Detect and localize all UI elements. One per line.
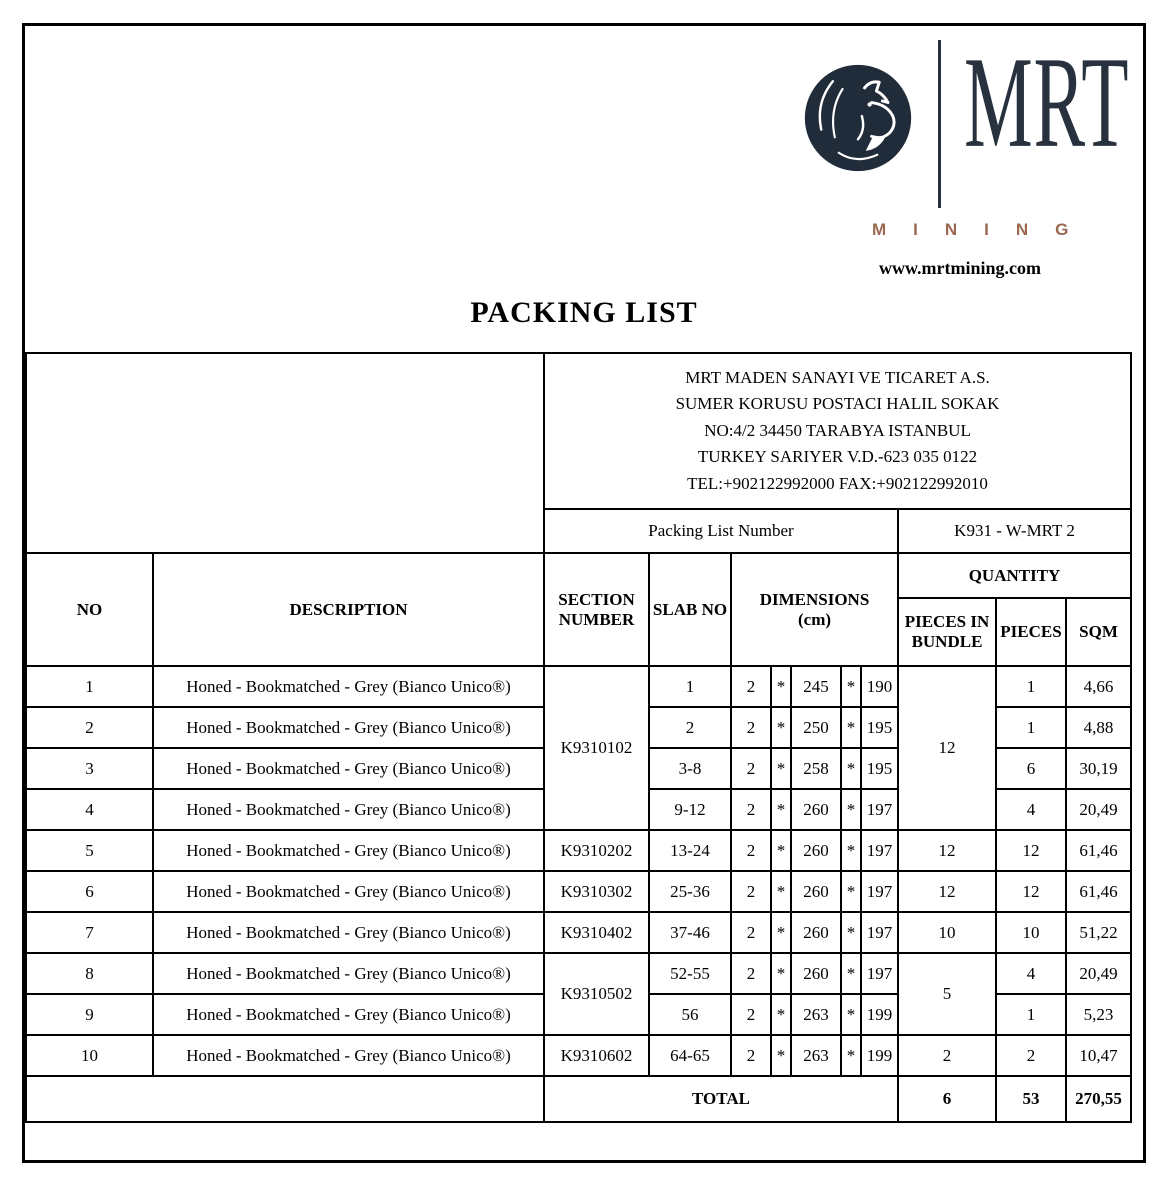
col-header-description: DESCRIPTION <box>153 553 544 666</box>
total-spacer <box>26 1076 544 1122</box>
website-url: www.mrtmining.com <box>879 258 1041 278</box>
cell-dim-length: 260 <box>791 830 841 871</box>
brand-subtitle: MINING <box>872 220 1096 239</box>
cell-dim-height: 199 <box>861 994 898 1035</box>
table-row <box>26 1035 1131 1076</box>
cell-sqm: 10,47 <box>1066 1035 1131 1076</box>
cell-no: 3 <box>26 748 153 789</box>
cell-dim-sep: * <box>841 1035 861 1076</box>
cell-description: Honed - Bookmatched - Grey (Bianco Unico®) <box>153 666 544 707</box>
cell-dim-length: 245 <box>791 666 841 707</box>
cell-pieces: 2 <box>996 1035 1066 1076</box>
cell-description: Honed - Bookmatched - Grey (Bianco Unico®) <box>153 953 544 994</box>
cell-description: Honed - Bookmatched - Grey (Bianco Unico®) <box>153 789 544 830</box>
cell-dim-thickness: 2 <box>731 1035 771 1076</box>
cell-dim-sep: * <box>771 1035 791 1076</box>
cell-description: Honed - Bookmatched - Grey (Bianco Unico®) <box>153 994 544 1035</box>
cell-sqm: 30,19 <box>1066 748 1131 789</box>
cell-dim-sep: * <box>841 953 861 994</box>
cell-pieces-in-bundle: 5 <box>898 953 996 1035</box>
cell-description: Honed - Bookmatched - Grey (Bianco Unico®) <box>153 912 544 953</box>
cell-slab-no: 13-24 <box>649 830 731 871</box>
company-line: SUMER KORUSU POSTACI HALIL SOKAK <box>675 394 1000 414</box>
cell-no: 4 <box>26 789 153 830</box>
cell-pieces-in-bundle: 12 <box>898 830 996 871</box>
col-header-section-number: SECTION NUMBER <box>544 553 649 666</box>
cell-section-number: K9310602 <box>544 1035 649 1076</box>
cell-sqm: 20,49 <box>1066 953 1131 994</box>
cell-dim-thickness: 2 <box>731 994 771 1035</box>
cell-no: 6 <box>26 871 153 912</box>
cell-dim-height: 197 <box>861 912 898 953</box>
cell-slab-no: 1 <box>649 666 731 707</box>
cell-dim-length: 263 <box>791 994 841 1035</box>
cell-dim-sep: * <box>771 748 791 789</box>
cell-description: Honed - Bookmatched - Grey (Bianco Unico®) <box>153 830 544 871</box>
dimensions-unit: (cm) <box>797 609 832 629</box>
cell-dim-sep: * <box>841 994 861 1035</box>
packing-list-number-value: K931 - W-MRT 2 <box>898 509 1131 553</box>
cell-dim-height: 199 <box>861 1035 898 1076</box>
cell-dim-sep: * <box>841 666 861 707</box>
cell-pieces: 1 <box>996 707 1066 748</box>
cell-slab-no: 56 <box>649 994 731 1035</box>
packing-list-table <box>25 352 1132 1123</box>
cell-section-number: K9310502 <box>544 953 649 1035</box>
cell-dim-sep: * <box>771 830 791 871</box>
empty-cell <box>26 353 544 553</box>
cell-pieces-in-bundle: 12 <box>898 871 996 912</box>
col-header-no: NO <box>26 553 153 666</box>
company-address-row <box>26 353 1131 509</box>
cell-dim-sep: * <box>841 707 861 748</box>
company-line: NO:4/2 34450 TARABYA ISTANBUL <box>704 420 971 440</box>
cell-section-number: K9310402 <box>544 912 649 953</box>
cell-pieces: 4 <box>996 789 1066 830</box>
cell-no: 1 <box>26 666 153 707</box>
cell-dim-thickness: 2 <box>731 953 771 994</box>
table-row <box>26 953 1131 994</box>
cell-dim-length: 250 <box>791 707 841 748</box>
cell-description: Honed - Bookmatched - Grey (Bianco Unico®) <box>153 748 544 789</box>
cell-pieces-in-bundle: 10 <box>898 912 996 953</box>
cell-sqm: 61,46 <box>1066 830 1131 871</box>
dimensions-label: DIMENSIONS <box>759 589 870 609</box>
cell-dim-length: 260 <box>791 953 841 994</box>
cell-dim-sep: * <box>841 789 861 830</box>
cell-no: 7 <box>26 912 153 953</box>
total-label: TOTAL <box>544 1076 898 1122</box>
cell-slab-no: 37-46 <box>649 912 731 953</box>
cell-no: 8 <box>26 953 153 994</box>
cell-dim-sep: * <box>771 707 791 748</box>
total-pieces-in-bundle: 6 <box>898 1076 996 1122</box>
table-row <box>26 912 1131 953</box>
cell-slab-no: 25-36 <box>649 871 731 912</box>
cell-dim-thickness: 2 <box>731 789 771 830</box>
cell-dim-sep: * <box>771 789 791 830</box>
cell-slab-no: 52-55 <box>649 953 731 994</box>
cell-dim-sep: * <box>771 953 791 994</box>
cell-description: Honed - Bookmatched - Grey (Bianco Unico®) <box>153 871 544 912</box>
cell-section-number: K9310302 <box>544 871 649 912</box>
cell-no: 2 <box>26 707 153 748</box>
cell-dim-sep: * <box>771 912 791 953</box>
cell-description: Honed - Bookmatched - Grey (Bianco Unico®) <box>153 1035 544 1076</box>
cell-sqm: 20,49 <box>1066 789 1131 830</box>
table-row <box>26 666 1131 707</box>
cell-slab-no: 2 <box>649 707 731 748</box>
cell-dim-sep: * <box>771 994 791 1035</box>
cell-dim-thickness: 2 <box>731 830 771 871</box>
cell-pieces: 4 <box>996 953 1066 994</box>
cell-description: Honed - Bookmatched - Grey (Bianco Unico®) <box>153 707 544 748</box>
company-line: MRT MADEN SANAYI VE TICARET A.S. <box>685 368 990 388</box>
cell-pieces: 10 <box>996 912 1066 953</box>
cell-dim-sep: * <box>771 666 791 707</box>
lion-icon <box>800 60 916 176</box>
cell-dim-sep: * <box>771 871 791 912</box>
cell-slab-no: 3-8 <box>649 748 731 789</box>
cell-dim-length: 260 <box>791 871 841 912</box>
cell-sqm: 61,46 <box>1066 871 1131 912</box>
cell-no: 9 <box>26 994 153 1035</box>
cell-dim-thickness: 2 <box>731 912 771 953</box>
table-row <box>26 871 1131 912</box>
cell-dim-height: 197 <box>861 789 898 830</box>
cell-pieces-in-bundle: 12 <box>898 666 996 830</box>
cell-pieces: 12 <box>996 871 1066 912</box>
cell-dim-length: 260 <box>791 789 841 830</box>
total-pieces: 53 <box>996 1076 1066 1122</box>
col-header-slab-no: SLAB NO <box>649 553 731 666</box>
cell-dim-length: 260 <box>791 912 841 953</box>
company-line: TEL:+902122992000 FAX:+902122992010 <box>687 473 988 493</box>
logo-divider <box>938 40 941 208</box>
cell-pieces: 1 <box>996 666 1066 707</box>
cell-dim-sep: * <box>841 912 861 953</box>
cell-dim-height: 197 <box>861 871 898 912</box>
cell-dim-thickness: 2 <box>731 666 771 707</box>
cell-dim-thickness: 2 <box>731 707 771 748</box>
cell-pieces: 1 <box>996 994 1066 1035</box>
cell-dim-height: 197 <box>861 830 898 871</box>
cell-sqm: 5,23 <box>1066 994 1131 1035</box>
cell-dim-thickness: 2 <box>731 871 771 912</box>
total-row <box>26 1076 1131 1122</box>
cell-sqm: 4,66 <box>1066 666 1131 707</box>
cell-pieces-in-bundle: 2 <box>898 1035 996 1076</box>
cell-sqm: 4,88 <box>1066 707 1131 748</box>
cell-dim-sep: * <box>841 871 861 912</box>
cell-pieces: 12 <box>996 830 1066 871</box>
page-title: PACKING LIST <box>470 296 698 329</box>
cell-slab-no: 64-65 <box>649 1035 731 1076</box>
table-row <box>26 830 1131 871</box>
cell-no: 5 <box>26 830 153 871</box>
cell-section-number: K9310102 <box>544 666 649 830</box>
table-header-row <box>26 553 1131 598</box>
cell-sqm: 51,22 <box>1066 912 1131 953</box>
cell-dim-height: 190 <box>861 666 898 707</box>
cell-dim-height: 197 <box>861 953 898 994</box>
col-header-quantity: QUANTITY <box>898 553 1131 598</box>
cell-dim-thickness: 2 <box>731 748 771 789</box>
cell-dim-height: 195 <box>861 707 898 748</box>
cell-dim-length: 263 <box>791 1035 841 1076</box>
logo-block <box>780 29 1130 285</box>
cell-dim-sep: * <box>841 830 861 871</box>
cell-slab-no: 9-12 <box>649 789 731 830</box>
cell-no: 10 <box>26 1035 153 1076</box>
cell-section-number: K9310202 <box>544 830 649 871</box>
cell-dim-length: 258 <box>791 748 841 789</box>
company-address <box>544 353 1131 509</box>
col-header-sqm: SQM <box>1066 598 1131 666</box>
packing-list-number-label: Packing List Number <box>544 509 898 553</box>
cell-pieces: 6 <box>996 748 1066 789</box>
cell-dim-sep: * <box>841 748 861 789</box>
col-header-pieces-in-bundle: PIECES IN BUNDLE <box>898 598 996 666</box>
company-line: TURKEY SARIYER V.D.-623 035 0122 <box>697 447 978 467</box>
col-header-pieces: PIECES <box>996 598 1066 666</box>
cell-dim-height: 195 <box>861 748 898 789</box>
brand-wordmark: MRT <box>964 29 1130 175</box>
total-sqm: 270,55 <box>1066 1076 1131 1122</box>
col-header-dimensions <box>731 553 898 666</box>
